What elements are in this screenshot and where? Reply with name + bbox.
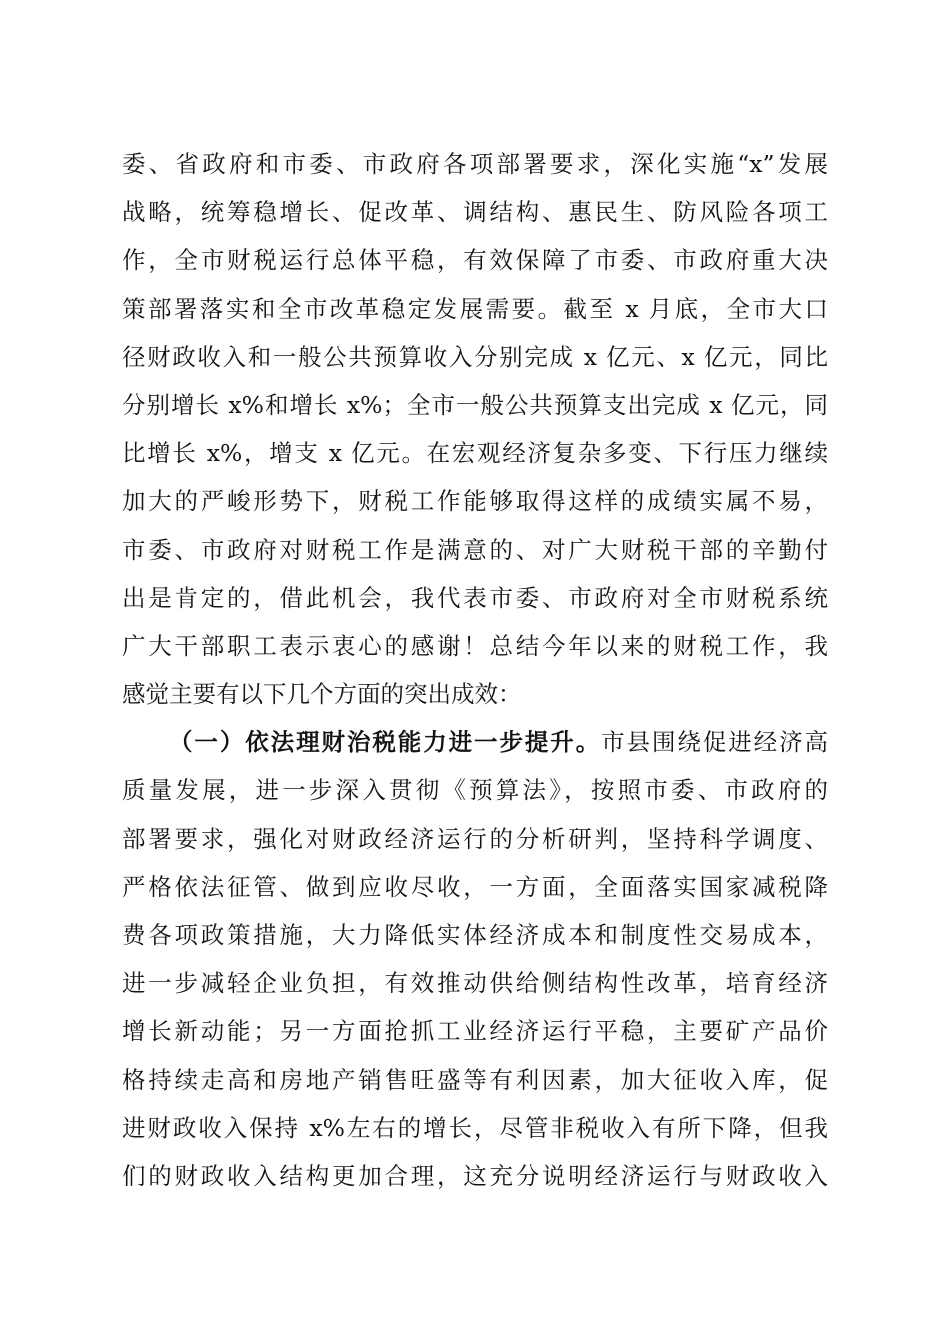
text-line: 战略，统筹稳增长、促改革、调结构、惠民生、防风险各项工 [122,198,828,227]
section-first-line-text: 市县围绕促进经济高 [601,728,829,757]
text-line: 部署要求，强化对财政经济运行的分析研判，坚持科学调度、 [122,824,828,853]
text-line: 委、省政府和市委、市政府各项部署要求，深化实施“x”发展 [122,150,828,178]
text-line: 出是肯定的，借此机会，我代表市委、市政府对全市财税系统 [122,583,828,612]
text-line: 严格依法征管、做到应收尽收，一方面，全面落实国家减税降 [122,872,828,901]
text-line: 进财政收入保持 x%左右的增长，尽管非税收入有所下降，但我 [122,1113,828,1142]
text-line: 广大干部职工表示衷心的感谢！总结今年以来的财税工作，我 [122,631,828,660]
text-line: 作，全市财税运行总体平稳，有效保障了市委、市政府重大决 [122,246,828,275]
text-line: 增长新动能；另一方面抢抓工业经济运行平稳，主要矿产品价 [122,1017,828,1046]
text-line: 市委、市政府对财税工作是满意的、对广大财税干部的辛勤付 [122,535,828,564]
text-line: 加大的严峻形势下，财税工作能够取得这样的成绩实属不易， [122,487,828,516]
text-line: 质量发展，进一步深入贯彻《预算法》，按照市委、市政府的 [122,776,828,805]
section-first-line [122,718,828,766]
body-text [122,140,828,1200]
text-line: 格持续走高和房地产销售旺盛等有利因素，加大征收入库，促 [122,1065,828,1094]
text-line: 径财政收入和一般公共预算收入分别完成 x 亿元、x 亿元，同比 [122,342,828,371]
text-line: 比增长 x%，增支 x 亿元。在宏观经济复杂多变、下行压力继续 [122,439,828,468]
text-line: 分别增长 x%和增长 x%；全市一般公共预算支出完成 x 亿元，同 [122,390,828,419]
section-heading: （一）依法理财治税能力进一步提升。 [169,728,602,757]
text-line: 们的财政收入结构更加合理，这充分说明经济运行与财政收入 [122,1161,828,1190]
text-line: 进一步减轻企业负担，有效推动供给侧结构性改革，培育经济 [122,969,828,998]
text-line: 策部署落实和全市改革稳定发展需要。截至 x 月底，全市大口 [122,294,828,323]
text-line: 费各项政策措施，大力降低实体经济成本和制度性交易成本， [122,921,828,949]
text-line: 感觉主要有以下几个方面的突出成效： [122,680,522,709]
